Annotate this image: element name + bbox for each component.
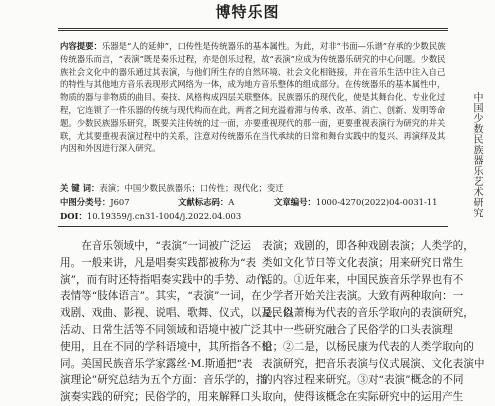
clc-value: J607: [110, 197, 130, 207]
doc-code-value: A: [228, 197, 235, 207]
body-line: 论；②二是，以杨民康为代表的人类学取向的: [262, 340, 474, 353]
body-line: 是，以萧梅为代表的音乐学取向的表演研究，: [262, 307, 474, 320]
side-running-label: 中国少数民族器乐艺术研究: [471, 92, 482, 218]
doc-code-field: [178, 196, 234, 208]
body-line: 用。一般来讲，凡是唱奏实践都被称为“表: [60, 256, 257, 269]
doc-code-label: 文献标志码：: [178, 197, 229, 207]
doi: [60, 210, 241, 222]
keywords-label: 关 键 词：: [60, 183, 100, 193]
abstract: [60, 40, 446, 155]
body-line: 演”，而有时还特指唱奏实践中的手势、动作、: [60, 273, 278, 286]
doi-label: DOI：: [60, 211, 87, 221]
body-line: 少学者开始关注表演。大致有两种取向：一: [262, 290, 464, 303]
top-rule-thin: [58, 30, 448, 31]
body-line: 类如文化节日等文化表演；用来研究日常生: [262, 256, 464, 269]
body-line: 表情等“肢体语言”。其实，“表演”一词，在: [60, 290, 262, 303]
keywords-text: 表演；中国少数民族器乐；口传性；现代化；变迁: [99, 183, 284, 193]
running-title: 博特乐图: [215, 3, 280, 21]
body-line: 在音乐领域中，“表演”一词被广泛运: [81, 240, 251, 252]
article-number-value: 1000-4270(2022)04-0031-11: [315, 197, 438, 207]
abstract-text: 乐器是“人的延伸”，口传性是传统器乐的基本属性。为此，对非“书面—乐谱”存承的少数民族传统器乐而言，“表演”既是奏乐过程，亦是创乐过程，故“表演”应成为传统器乐研究的中心问题。少数民族社会文化中的器乐通过其表演，与他们所生存的自然环境、社会文化相链接，并在音乐生活中注入自己的特性与其他地方音乐表现形式网络为一体，成为地方音乐整体的组成部分。在传统器乐的基本属性中，物质的器与非物质的曲目、奏技、风格构成四层关联整体。民族器乐的现代化，使是其舞台化、专业化过程，它连锁了一件乐器的传统与现代构而在此，两者之间充溢着滞与传承、改革、消亡、创新、发明等命题。少数民族器乐研究，既要关注传统的过一面，亦要重视现代的那一面，更要重视表演行为研究的并关联，尤其要重视表演过程中的关系，注意对传统器乐在当代承续的日常和舞台实践中的复兴、再演绎及其内因和外因进行深入研究。: [60, 41, 446, 154]
body-line: 同。美国民族音乐学家露丝·M.斯通把“表: [60, 357, 253, 370]
top-rule: [58, 28, 448, 29]
article-number-field: [274, 196, 437, 208]
body-line: 戏剧、戏曲、影视、说唱、歌舞、仪式，以及民俗: [60, 307, 294, 320]
body-line: 取向，使得该概念在实际研究中的运用产生: [262, 391, 464, 404]
body-line: 演理论”研究总结为五个方面：音乐学的，指: [60, 374, 267, 387]
body-line: 的内容过程来研究。③对“表演”概念的不同: [262, 374, 464, 387]
abstract-label: 内容提要：: [60, 41, 102, 51]
abstract-bottom-rule: [58, 226, 448, 227]
keywords: [60, 182, 450, 194]
body-line: 活的。①近年来，中国民族音乐学界也有不: [262, 273, 464, 286]
page-header: [0, 0, 495, 22]
clc-label: 中图分类号：: [60, 197, 111, 207]
body-line: 使用，且在不同的学科语境中，其所指各不相: [60, 340, 272, 353]
body-line: 表演研究，把音乐表演与仪式展演、文化表演中: [262, 357, 485, 370]
body-column-left: [60, 238, 294, 406]
body-line: 活动、日常生活等不同领域和语境中被广泛: [60, 323, 262, 336]
body-line: 表演；戏剧的，即各种戏剧表演；人类学的，: [262, 240, 474, 252]
body-line: 其中一些研究融合了民俗学的口头表演理: [262, 323, 453, 336]
article-number-label: 文章编号：: [274, 197, 316, 207]
doi-value: 10.19359/j.cn31-1004/j.2022.04.003: [86, 211, 242, 221]
clc-field: [60, 196, 130, 208]
body-column-right: [262, 238, 485, 406]
body-line: 演奏实践的研究；民俗学的，用来解释口头: [60, 391, 262, 404]
